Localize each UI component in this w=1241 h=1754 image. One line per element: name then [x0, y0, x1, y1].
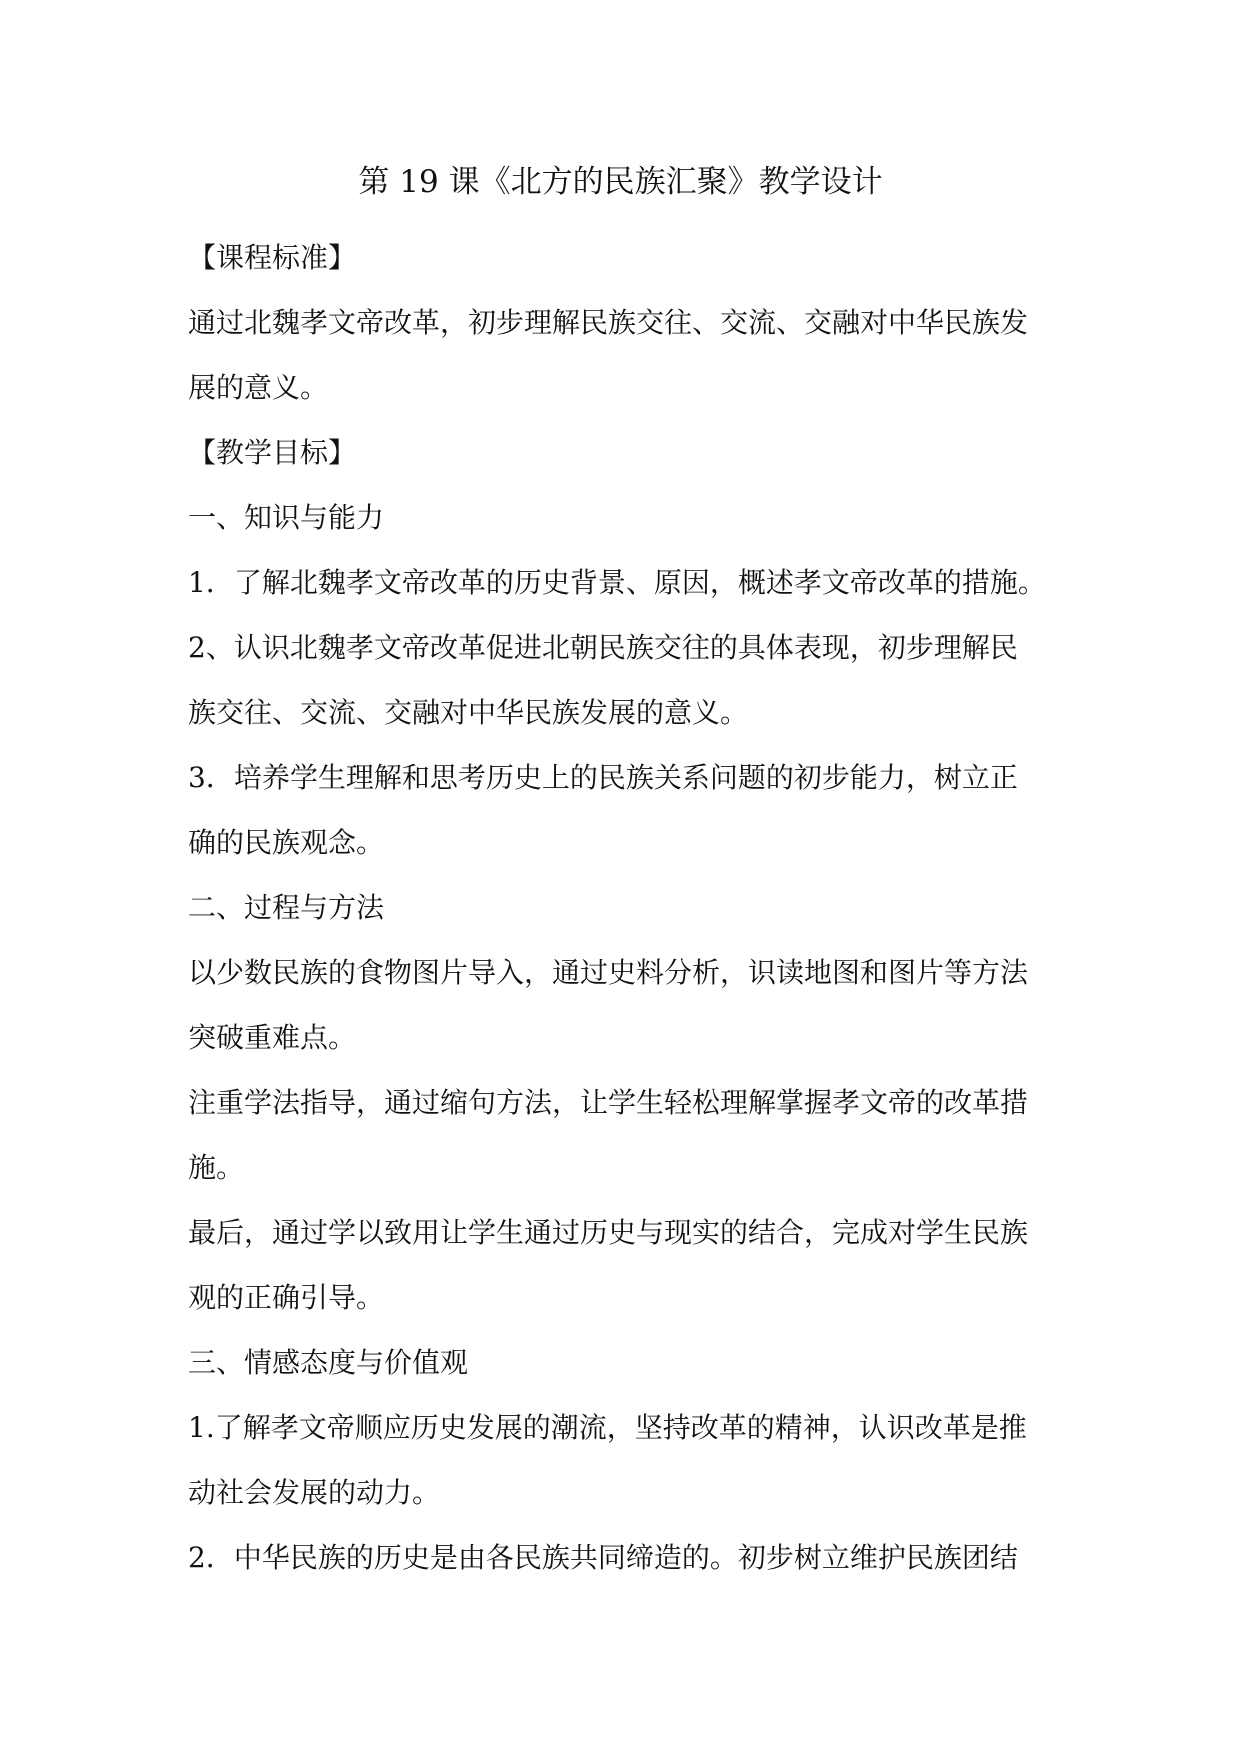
- subsection-heading-emotion-values: 三、情感态度与价值观: [188, 1346, 469, 1379]
- list-item-line: 2、认识北魏孝文帝改革促进北朝民族交往的具体表现，初步理解民: [188, 631, 1018, 664]
- document-body: [188, 225, 1056, 1590]
- paragraph-line: 施。: [188, 1151, 245, 1184]
- list-item-line: 3．培养学生理解和思考历史上的民族关系问题的初步能力，树立正: [188, 761, 1018, 794]
- list-item-line: 族交往、交流、交融对中华民族发展的意义。: [188, 696, 749, 729]
- subsection-heading-process-method: 二、过程与方法: [188, 891, 385, 924]
- paragraph-line: 通过北魏孝文帝改革，初步理解民族交往、交流、交融对中华民族发: [188, 306, 1029, 339]
- list-item-line: 动社会发展的动力。: [188, 1476, 441, 1509]
- paragraph-line: 突破重难点。: [188, 1021, 357, 1054]
- document-title: 第 19 课《北方的民族汇聚》教学设计: [358, 164, 883, 200]
- paragraph-line: 以少数民族的食物图片导入，通过史料分析，识读地图和图片等方法: [188, 956, 1029, 989]
- list-item-line: 2．中华民族的历史是由各民族共同缔造的。初步树立维护民族团结: [188, 1541, 1018, 1574]
- paragraph-line: 最后，通过学以致用让学生通过历史与现实的结合，完成对学生民族: [188, 1216, 1029, 1249]
- subsection-heading-knowledge-ability: 一、知识与能力: [188, 501, 385, 534]
- paragraph-line: 展的意义。: [188, 371, 329, 404]
- list-item-line: 1.了解孝文帝顺应历史发展的潮流，坚持改革的精神，认识改革是推: [188, 1411, 1027, 1444]
- section-heading-teaching-objectives: 【教学目标】: [188, 436, 357, 469]
- list-item-line: 确的民族观念。: [188, 826, 385, 859]
- list-item-line: 1．了解北魏孝文帝改革的历史背景、原因，概述孝文帝改革的措施。: [188, 566, 1046, 599]
- paragraph-line: 注重学法指导，通过缩句方法，让学生轻松理解掌握孝文帝的改革措: [188, 1086, 1029, 1119]
- section-heading-curriculum-standard: 【课程标准】: [188, 241, 357, 274]
- paragraph-line: 观的正确引导。: [188, 1281, 385, 1314]
